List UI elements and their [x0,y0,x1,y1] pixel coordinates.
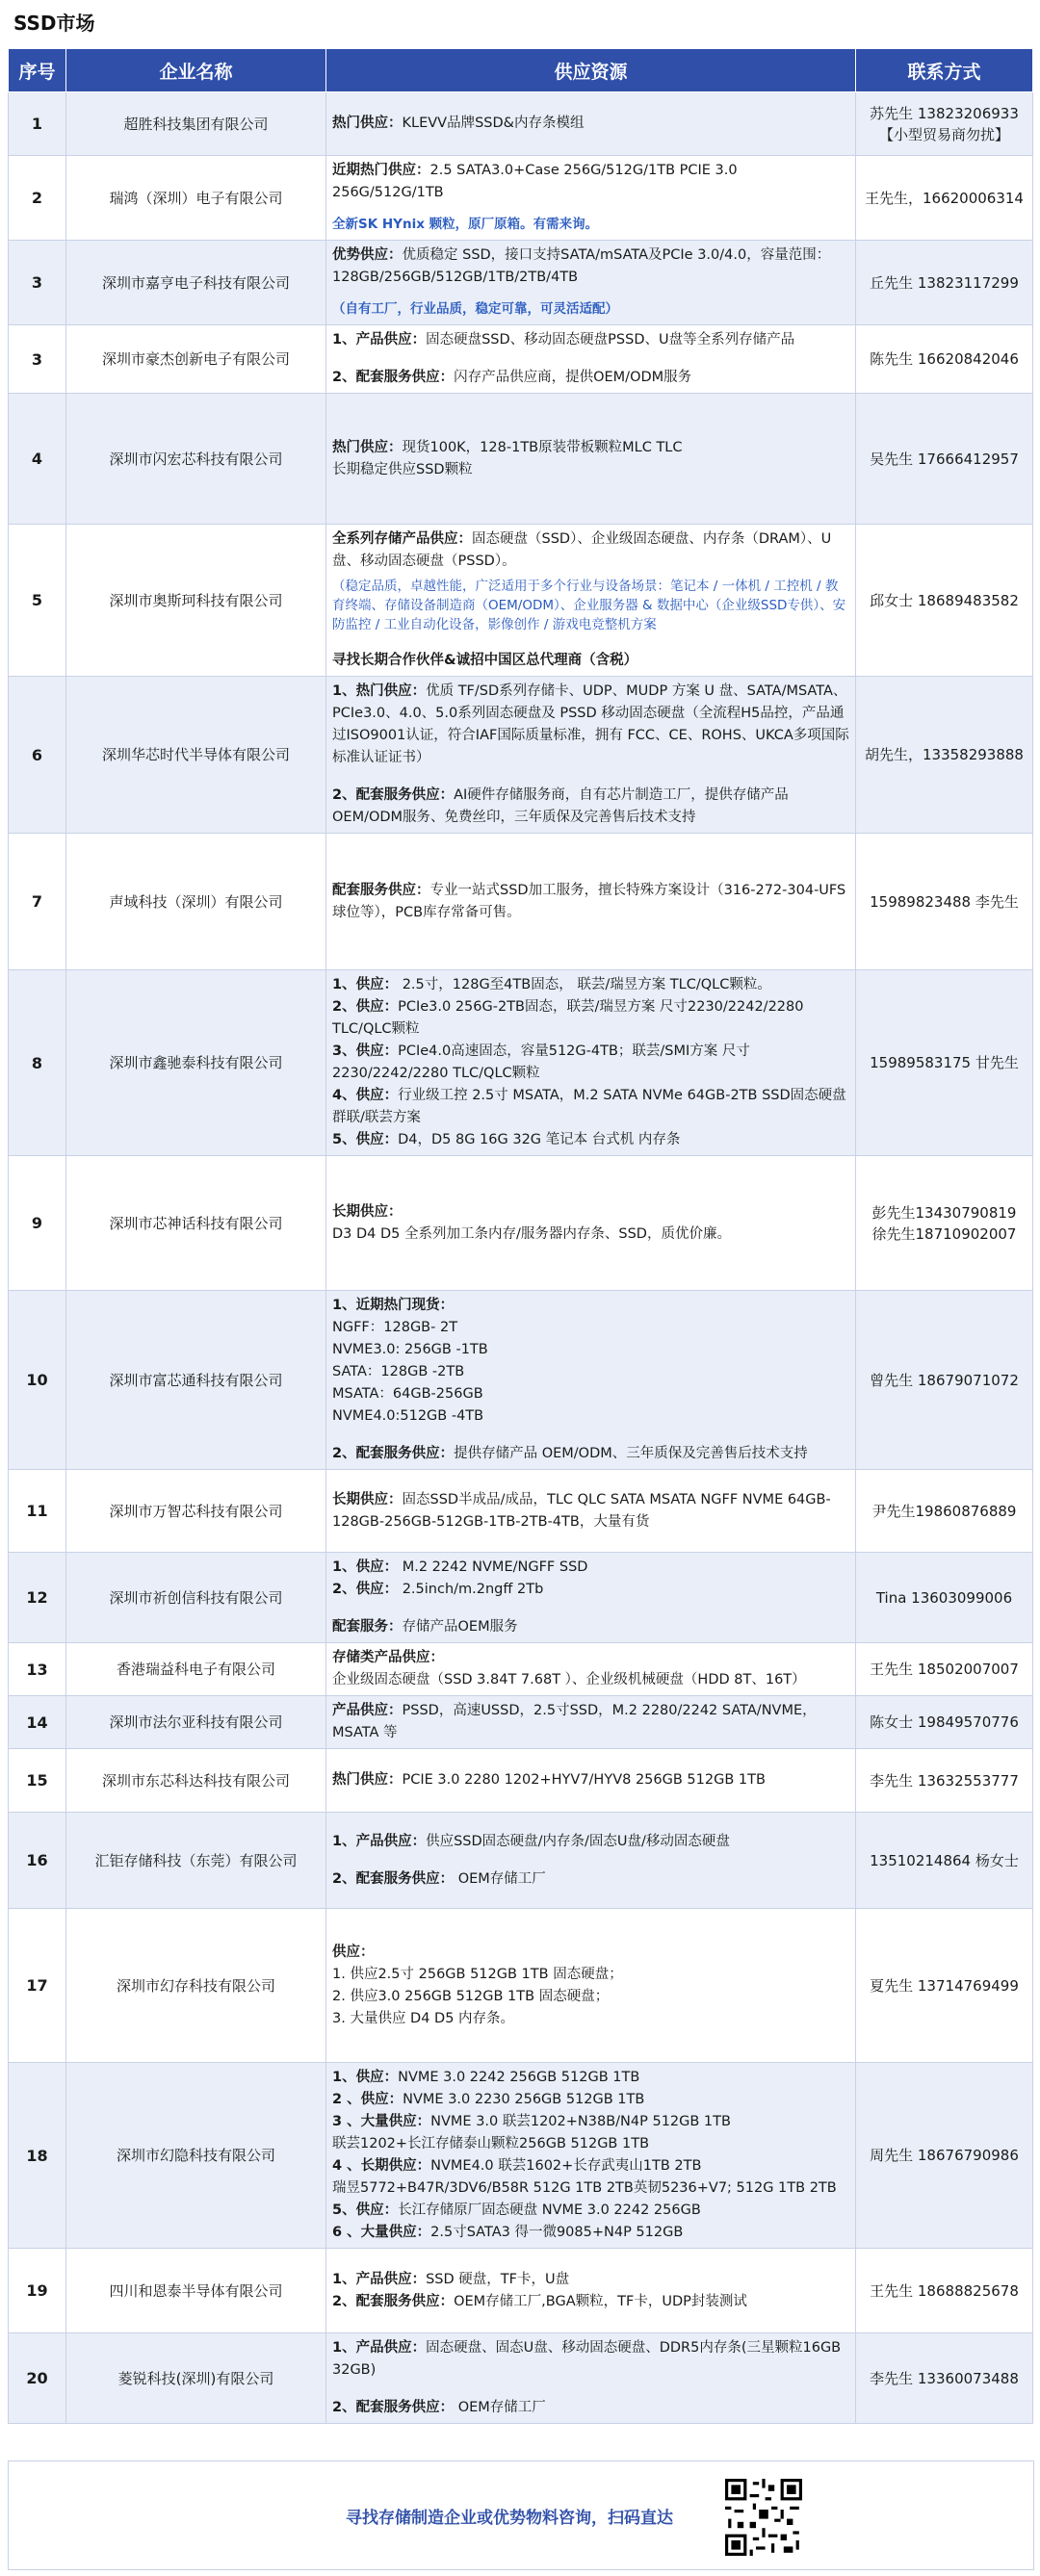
table-row [9,1696,1033,1749]
supply-line [332,113,849,135]
contact-info [856,394,1033,525]
supply-resources [326,156,856,241]
table-row [9,970,1033,1156]
supply-line [332,2067,849,2089]
supply-text: NVME4.0 联芸1602+长存武夷山1TB 2TB [430,2158,702,2174]
table-row [9,1470,1033,1553]
supply-text: KLEVV品牌SSD&内存条模组 [402,116,585,131]
company-name: 深圳市鑫驰泰科技有限公司 [66,970,326,1156]
supply-text: 固态硬盘、固态U盘、移动固态硬盘、DDR5内存条(三星颗粒16GB 32GB) [332,2340,842,2378]
contact-info [856,2249,1033,2333]
contact-line: 李先生 13632553777 [870,1771,1019,1790]
supply-line [332,1647,849,1669]
supply-resources [326,2333,856,2424]
supply-line [332,2177,849,2200]
qr-code-icon[interactable] [725,2479,802,2556]
contact-line: 尹先生19860876889 [871,1502,1017,1520]
row-number: 5 [9,525,66,677]
supply-text: PCIe3.0 256G-2TB固态，联芸/瑞昱方案 尺寸2230/2242/2280 TLC/QLC颗粒 [332,999,804,1037]
supply-text: 存储产品OEM服务 [402,1619,518,1635]
supply-label: 2 、供应： [332,2092,403,2107]
supply-label: 近期热门供应： [332,163,430,178]
supply-label: 4、供应： [332,1088,399,1103]
footer-banner [8,2460,1034,2570]
supply-resources [326,2063,856,2249]
contact-info [856,525,1033,677]
supply-line [332,2397,849,2419]
supply-text: AI硬件存储服务商，自有芯片制造工厂，提供存储产品OEM/ODM服务、免费丝印，三年质保及完善售后技术支持 [332,787,789,825]
supply-resources [326,1643,856,1696]
supply-line [332,1986,849,2008]
contact-line: 15989583175 甘先生 [870,1054,1019,1071]
supply-label: 全系列存储产品供应： [332,531,472,547]
supply-line [332,459,849,481]
supply-resources [326,1696,856,1749]
company-name: 深圳市万智芯科技有限公司 [66,1470,326,1553]
supply-line [332,160,849,204]
table-row [9,2333,1033,2424]
company-name: 深圳市东芯科达科技有限公司 [66,1749,326,1813]
row-number: 18 [9,2063,66,2249]
contact-info [856,2063,1033,2249]
supply-line [332,1339,849,1361]
row-number: 11 [9,1470,66,1553]
supply-text: OEM存储工厂,BGA颗粒，TF卡，UDP封装测试 [454,2293,747,2309]
supply-line [332,1831,849,1853]
supply-line [332,681,849,769]
supply-text: 长期稳定供应SSD颗粒 [332,461,473,477]
contact-line: 陈先生 16620842046 [870,350,1019,368]
company-name: 深圳市富芯通科技有限公司 [66,1291,326,1470]
supply-line [332,1443,849,1465]
row-number: 12 [9,1553,66,1643]
contact-line: 夏先生 13714769499 [870,1976,1019,1995]
supply-resources [326,325,856,394]
contact-line: 陈女士 19849570776 [870,1713,1019,1731]
supply-line [332,329,849,351]
supply-resources [326,677,856,834]
company-name: 深圳市祈创信科技有限公司 [66,1553,326,1643]
supply-label: 优势供应： [332,247,403,263]
supply-line [332,367,849,389]
supply-line [332,2222,849,2244]
contact-line: 王先生 18502007007 [870,1661,1019,1678]
supply-text: 长江存储原厂固态硬盘 NVME 3.0 2242 256GB [398,2202,701,2218]
contact-info [856,241,1033,325]
supply-line [332,1964,849,1986]
footer-text: 寻找存储制造企业或优势物料咨询，扫码直达 [346,2509,673,2528]
contact-line: 胡先生，13358293888 [865,746,1024,763]
supply-label: 4 、长期供应： [332,2158,431,2174]
table-row [9,1909,1033,2063]
contact-info [856,1909,1033,2063]
supply-label: 2、配套服务供应： [332,1446,455,1461]
row-number: 8 [9,970,66,1156]
contact-info [856,92,1033,156]
supply-line [332,1579,849,1601]
supply-text: NVME3.0: 256GB -1TB [332,1342,488,1357]
supply-label: 1、近期热门现货： [332,1298,455,1313]
supply-label: 2、配套服务供应： [332,2400,455,2415]
ssd-supplier-table [8,48,1033,2424]
supply-text: 2.5寸，128G至4TB固态， 联芸/瑞昱方案 TLC/QLC颗粒。 [398,977,771,992]
contact-info [856,1291,1033,1470]
supply-label: 1、热门供应： [332,683,427,699]
supply-line [332,1700,849,1744]
table-row [9,677,1033,834]
supply-note: （稳定品质，卓越性能，广泛适用于多个行业与设备场景：笔记本 / 一体机 / 工控机 / 教育终端、存储设备制造商（OEM/ODM）、企业服务器 & 数据中心（企业级SSD专供）、安防监控 / 工业自动化设备，影像创作 / 游戏电竞整机方案 [332,579,846,632]
supply-label: 2、配套服务供应： [332,370,455,385]
row-number: 20 [9,2333,66,2424]
table-row [9,2249,1033,2333]
company-name: 菱锐科技(深圳)有限公司 [66,2333,326,2424]
supply-line [332,2008,849,2030]
supply-resources [326,525,856,677]
supply-text: 固态硬盘SSD、移动固态硬盘PSSD、U盘等全系列存储产品 [426,332,795,348]
supply-line [332,1557,849,1579]
company-name: 深圳市豪杰创新电子有限公司 [66,325,326,394]
supply-line [332,437,849,459]
row-number: 13 [9,1643,66,1696]
supply-resources [326,394,856,525]
supply-text: 2.5inch/m.2ngff 2Tb [398,1582,544,1597]
table-header-row [9,49,1033,92]
supply-text: NVME 3.0 联芸1202+N38B/N4P 512GB 1TB [430,2114,731,2129]
supply-line [332,1361,849,1383]
spacer [332,2382,849,2397]
contact-line: 徐先生18710902007 [871,1224,1017,1243]
supply-line [332,1942,849,1964]
row-number: 9 [9,1156,66,1291]
table-row [9,241,1033,325]
contact-info [856,2333,1033,2424]
row-number: 2 [9,156,66,241]
company-name: 深圳市芯神话科技有限公司 [66,1156,326,1291]
contact-line: 彭先生13430790819 [871,1203,1017,1222]
row-number: 6 [9,677,66,834]
supply-line [332,1224,849,1246]
supply-text: D3 D4 D5 全系列加工条内存/服务器内存条、SSD，质优价廉。 [332,1225,731,1242]
row-number: 16 [9,1813,66,1909]
row-number: 3 [9,325,66,394]
supply-text: 专业一站式SSD加工服务，擅长特殊方案设计（316-272-304-UFS球位等），PCB库存常备可售。 [332,882,846,920]
supply-label: 1、产品供应： [332,2271,427,2287]
company-name: 深圳市幻存科技有限公司 [66,1909,326,2063]
supply-text: SSD 硬盘，TF卡，U盘 [426,2271,570,2287]
supply-label: 配套服务： [332,1619,403,1635]
supply-line [332,2133,849,2155]
supply-line [332,2269,849,2291]
contact-info [856,156,1033,241]
supply-text: M.2 2242 NVME/NGFF SSD [398,1559,588,1575]
company-name: 深圳市奥斯珂科技有限公司 [66,525,326,677]
supply-label: 1、供应： [332,977,399,992]
supply-line [332,2089,849,2111]
row-number: 17 [9,1909,66,2063]
company-name: 四川和恩泰半导体有限公司 [66,2249,326,2333]
contact-line: 15989823488 李先生 [870,892,1019,911]
contact-line: 13510214864 杨女士 [870,1851,1019,1869]
contact-line: 王先生 18688825678 [870,2281,1019,2300]
supply-line [332,1085,849,1129]
header-no: 序号 [9,49,66,92]
table-row [9,325,1033,394]
contact-info [856,325,1033,394]
table-row [9,525,1033,677]
supply-line [332,1868,849,1891]
contact-info [856,1813,1033,1909]
supply-text: 闪存产品供应商，提供OEM/ODM服务 [454,370,692,385]
company-name: 声域科技（深圳）有限公司 [66,834,326,970]
supply-line [332,1201,849,1224]
supply-label: 长期供应： [332,1491,403,1507]
company-name: 香港瑞益科电子有限公司 [66,1643,326,1696]
contact-info [856,970,1033,1156]
contact-info [856,1553,1033,1643]
supply-line [332,1489,849,1533]
supply-resources [326,1813,856,1909]
row-number: 7 [9,834,66,970]
supply-line [332,1616,849,1638]
supply-line [332,1405,849,1428]
supply-line [332,1317,849,1339]
header-supply: 供应资源 [326,49,856,92]
contact-info [856,1470,1033,1553]
supply-line [332,1669,849,1691]
table-row [9,1156,1033,1291]
supply-line [332,2337,849,2382]
supply-text: PCIe4.0高速固态，容量512G-4TB；联芸/SMI方案 尺寸2230/2242/2280 TLC/QLC颗粒 [332,1043,750,1081]
spacer [332,1853,849,1868]
company-name: 深圳市嘉亨电子科技有限公司 [66,241,326,325]
supply-text: 瑞昱5772+B47R/3DV6/B58R 512G 1TB 2TB英韧5236+V7; 512G 1TB 2TB [332,2180,837,2196]
supply-line [332,2200,849,2222]
contact-line: 苏先生 13823206933 [870,104,1019,122]
table-row [9,1643,1033,1696]
supply-text: 供应SSD固态硬盘/内存条/固态U盘/移动固态硬盘 [426,1833,730,1849]
contact-line: 吴先生 17666412957 [870,450,1019,468]
supply-text: 1. 供应2.5寸 256GB 512GB 1TB 固态硬盘； [332,1966,623,1982]
contact-line: 邱女士 18689483582 [870,591,1019,609]
page-title: SSD市场 [13,12,95,35]
supply-text: OEM存储工厂 [454,2400,546,2415]
supply-text: 2. 供应3.0 256GB 512GB 1TB 固态硬盘； [332,1988,610,2004]
contact-line: 李先生 13360073488 [870,2369,1019,2387]
contact-info [856,834,1033,970]
contact-info [856,1643,1033,1696]
supply-resources [326,1553,856,1643]
company-name: 深圳华芯时代半导体有限公司 [66,677,326,834]
supply-text: 企业级固态硬盘（SSD 3.84T 7.68T ）、企业级机械硬盘（HDD 8T、16T） [332,1672,806,1687]
supply-text: D4，D5 8G 16G 32G 笔记本 台式机 内存条 [398,1132,681,1147]
supply-text: 3. 大量供应 D4 D5 内存条。 [332,2010,515,2026]
contact-line: 曾先生 18679071072 [870,1371,1019,1389]
supply-highlight: 全新SK HYnix 颗粒，原厂原箱。有需来询。 [332,217,599,232]
row-number: 19 [9,2249,66,2333]
supply-label: 3、供应： [332,1043,399,1059]
supply-text: 现货100K，128-1TB原装带板颗粒MLC TLC [402,439,683,455]
supply-line [332,2291,849,2313]
table-row [9,1813,1033,1909]
supply-highlight: （自有工厂，行业品质，稳定可靠，可灵活适配） [332,301,618,317]
supply-label: 1、产品供应： [332,332,427,348]
table-row [9,92,1033,156]
supply-text: NGFF：128GB- 2T [332,1320,458,1335]
contact-line: 丘先生 13823117299 [870,273,1019,292]
spacer [332,1428,849,1443]
contact-line: Tina 13603099006 [875,1588,1013,1607]
supply-text: 2.5寸SATA3 得一微9085+N4P 512GB [430,2225,684,2240]
contact-info [856,677,1033,834]
spacer [332,634,849,650]
supply-label: 1、产品供应： [332,1833,427,1849]
supply-line [332,1295,849,1317]
supply-label: 3 、大量供应： [332,2114,431,2129]
supply-label: 长期供应： [332,1203,403,1220]
supply-text: PCIE 3.0 2280 1202+HYV7/HYV8 256GB 512GB 1TB [402,1772,766,1788]
supply-text: 优质 TF/SD系列存储卡、UDP、MUDP 方案 U 盘、SATA/MSATA、PCIe3.0、4.0、5.0系列固态硬盘及 PSSD 移动固态硬盘（全流程H5品控，产品通过ISO9001认证，符合IAF国际质量标准，拥有 FCC、CE、ROHS、UKCA多项国际标准认证证书） [332,683,849,765]
row-number: 1 [9,92,66,156]
spacer [332,1601,849,1616]
table-row [9,834,1033,970]
contact-line: 周先生 18676790986 [870,2147,1019,2164]
supply-text: OEM存储工厂 [454,1870,546,1887]
supply-text: NVME 3.0 2230 256GB 512GB 1TB [403,2092,645,2107]
supply-line [332,650,849,672]
supply-label: 5、供应： [332,1132,399,1147]
company-name: 汇钜存储科技（东莞）有限公司 [66,1813,326,1909]
supply-label: 热门供应： [332,116,403,131]
supply-line [332,1769,849,1791]
contact-line: 【小型贸易商勿扰】 [878,125,1009,143]
supply-label: 热门供应： [332,1772,403,1788]
row-number: 4 [9,394,66,525]
supply-text: 行业级工控 2.5寸 MSATA，M.2 SATA NVMe 64GB-2TB SSD固态硬盘 群联/联芸方案 [332,1088,846,1125]
supply-resources [326,970,856,1156]
table-row [9,2063,1033,2249]
supply-resources [326,1909,856,2063]
supply-resources [326,1156,856,1291]
supply-line [332,996,849,1041]
company-name: 深圳市幻隐科技有限公司 [66,2063,326,2249]
supply-line [332,2111,849,2133]
supply-line [332,245,849,289]
row-number: 14 [9,1696,66,1749]
contact-info [856,1749,1033,1813]
contact-line: 王先生，16620006314 [865,189,1024,207]
supply-resources [326,241,856,325]
supply-label: 6 、大量供应： [332,2225,431,2240]
supply-line [332,974,849,996]
table-row [9,1553,1033,1643]
supply-label: 寻找长期合作伙伴&诚招中国区总代理商（含税） [332,653,638,668]
table-row [9,1291,1033,1470]
supply-line [332,880,849,924]
supply-text: 固态SSD半成品/成品，TLC QLC SATA MSATA NGFF NVME 64GB-128GB-256GB-512GB-1TB-2TB-4TB，大量有货 [332,1491,831,1530]
supply-text: SATA：128GB -2TB [332,1364,465,1379]
supply-line [332,2155,849,2177]
contact-info [856,1156,1033,1291]
supply-text: 2.5 SATA3.0+Case 256G/512G/1TB PCIE 3.0 256G/512G/1TB [332,163,738,200]
supply-label: 存储类产品供应： [332,1650,444,1665]
supply-text: 优质稳定 SSD，接口支持SATA/mSATA及PCIe 3.0/4.0，容量范围：128GB/256GB/512GB/1TB/2TB/4TB [332,247,831,285]
supply-line [332,1129,849,1151]
company-name: 瑞鸿（深圳）电子有限公司 [66,156,326,241]
supply-label: 2、配套服务供应： [332,1870,455,1887]
supply-text: NVME4.0:512GB -4TB [332,1408,484,1424]
supply-text: NVME 3.0 2242 256GB 512GB 1TB [398,2070,640,2085]
spacer [332,769,849,785]
supply-text: 固态硬盘（SSD）、企业级固态硬盘、内存条（DRAM）、U盘、移动固态硬盘（PSSD）。 [332,531,832,569]
supply-label: 1、产品供应： [332,2340,427,2356]
supply-text: PSSD，高速USSD，2.5寸SSD，M.2 2280/2242 SATA/NVME，MSATA 等 [332,1703,817,1740]
supply-label: 2、供应： [332,999,399,1015]
supply-label: 2、供应： [332,1582,399,1597]
header-contact: 联系方式 [856,49,1033,92]
spacer [332,351,849,367]
supply-text: MSATA：64GB-256GB [332,1386,483,1402]
supply-resources [326,2249,856,2333]
supply-label: 2、配套服务供应： [332,2293,455,2309]
supply-label: 热门供应： [332,439,403,455]
supply-text: 联芸1202+长江存储泰山颗粒256GB 512GB 1TB [332,2136,650,2151]
supply-resources [326,834,856,970]
supply-resources [326,92,856,156]
supply-label: 配套服务供应： [332,882,430,898]
company-name: 超胜科技集团有限公司 [66,92,326,156]
header-company: 企业名称 [66,49,326,92]
company-name: 深圳市法尔亚科技有限公司 [66,1696,326,1749]
supply-text: 提供存储产品 OEM/ODM、三年质保及完善售后技术支持 [454,1446,808,1461]
supply-resources [326,1749,856,1813]
supply-label: 1、供应： [332,2070,399,2085]
table-row [9,394,1033,525]
supply-label: 供应： [332,1944,375,1960]
row-number: 3 [9,241,66,325]
row-number: 10 [9,1291,66,1470]
row-number: 15 [9,1749,66,1813]
company-name: 深圳市闪宏芯科技有限公司 [66,394,326,525]
supply-line [332,1383,849,1405]
table-row [9,156,1033,241]
table-row [9,1749,1033,1813]
supply-label: 2、配套服务供应： [332,787,455,803]
supply-resources [326,1470,856,1553]
contact-info [856,1696,1033,1749]
supply-line [332,528,849,573]
supply-line [332,1041,849,1085]
supply-label: 1、供应： [332,1559,399,1575]
supply-resources [326,1291,856,1470]
supply-label: 5、供应： [332,2202,399,2218]
supply-label: 产品供应： [332,1703,403,1718]
supply-line [332,785,849,829]
